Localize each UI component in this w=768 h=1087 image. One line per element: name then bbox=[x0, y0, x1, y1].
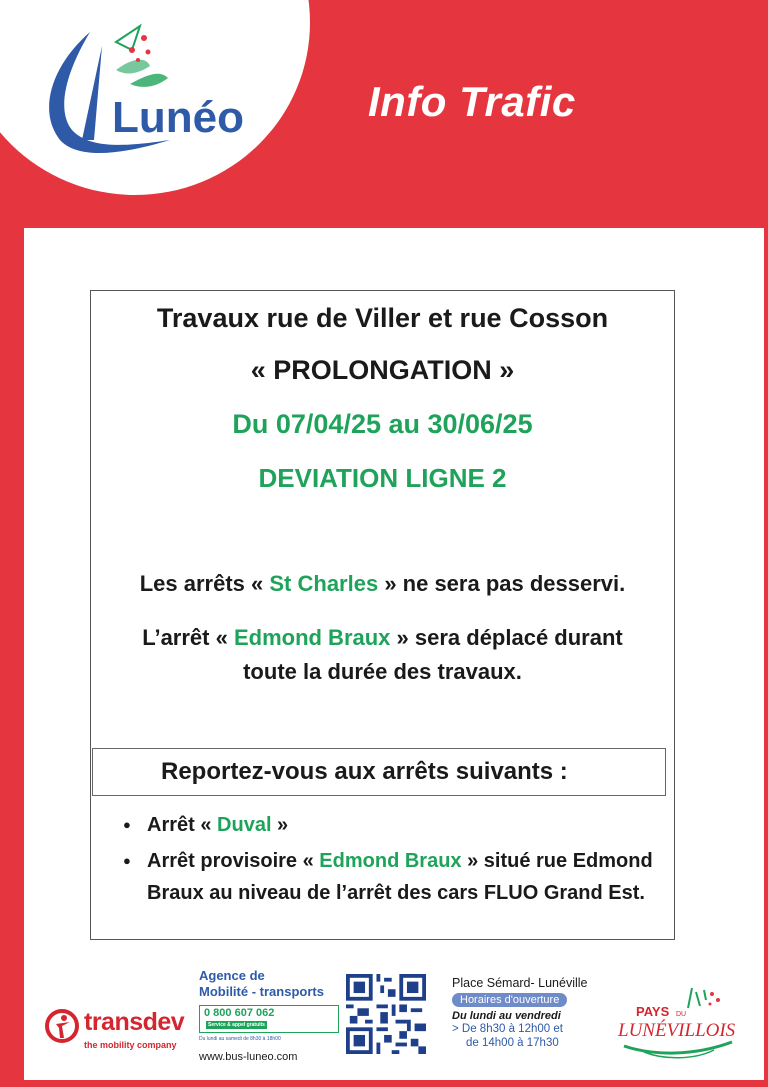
notice-paragraph-2 bbox=[91, 621, 674, 689]
stop-name: St Charles bbox=[269, 571, 379, 596]
agency-title bbox=[199, 968, 339, 1000]
report-heading: Reportez-vous aux arrêts suivants : bbox=[92, 748, 666, 796]
list-item bbox=[123, 845, 663, 909]
stop-list bbox=[123, 809, 663, 913]
pays-line1: PAYS bbox=[636, 1004, 670, 1019]
logo-text: Lunéo bbox=[112, 93, 244, 142]
para1-before: Les arrêts « bbox=[139, 571, 270, 596]
stop-name: Edmond Braux bbox=[319, 850, 462, 872]
agency-note: Du lundi au samedi de 8h30 à 18h00 bbox=[199, 1036, 281, 1042]
office-address: Place Sémard- Lunéville bbox=[452, 976, 588, 990]
transdev-figure-icon bbox=[44, 1008, 80, 1044]
hours-badge: Horaires d'ouverture bbox=[452, 993, 567, 1007]
footer bbox=[24, 968, 764, 1080]
transdev-logo bbox=[44, 1008, 185, 1050]
hours-days: Du lundi au vendredi bbox=[452, 1010, 561, 1022]
notice-dates: Du 07/04/25 au 30/06/25 bbox=[232, 409, 533, 439]
hours-range-1: > De 8h30 à 12h00 et bbox=[452, 1023, 563, 1035]
luneo-logo bbox=[20, 12, 250, 172]
notice-paragraph-1 bbox=[91, 571, 674, 597]
phone-number[interactable] bbox=[199, 1005, 339, 1033]
stop-name: Edmond Braux bbox=[233, 625, 391, 650]
transdev-name: transdev bbox=[84, 1008, 185, 1036]
bullet-after: » bbox=[271, 814, 289, 836]
agency-title-line1: Agence de bbox=[199, 968, 265, 983]
notice-title: Travaux rue de Viller et rue Cosson bbox=[156, 303, 609, 333]
hours-range-2: de 14h00 à 17h30 bbox=[466, 1037, 559, 1049]
pays-du: DU bbox=[676, 1011, 687, 1018]
notice-box bbox=[90, 290, 675, 940]
para2-before: L’arrêt « bbox=[142, 625, 234, 650]
notice-line: DEVIATION LIGNE 2 bbox=[258, 463, 507, 493]
list-item bbox=[123, 809, 663, 841]
agency-info bbox=[199, 968, 339, 1063]
bullet-before: Arrêt provisoire « bbox=[147, 850, 320, 872]
para1-after: » ne sera pas desservi. bbox=[378, 571, 626, 596]
phone-note: Service & appel gratuits bbox=[208, 1022, 265, 1029]
bullet-after: » situé rue Edmond Braux au niveau de l’arrêt des cars FLUO Grand Est. bbox=[147, 850, 653, 904]
website-link[interactable]: www.bus-luneo.com bbox=[199, 1051, 298, 1063]
qr-code-icon bbox=[346, 974, 426, 1054]
office-info bbox=[452, 976, 632, 1050]
phone-text: 0 800 607 062 bbox=[204, 1007, 275, 1019]
agency-title-line2: Mobilité - transports bbox=[199, 984, 324, 999]
para2-line2: toute la durée des travaux. bbox=[243, 659, 522, 684]
pays-lunevillois-logo bbox=[614, 986, 744, 1066]
para2-after: » sera déplacé durant bbox=[390, 625, 623, 650]
stop-name: Duval bbox=[217, 814, 272, 836]
notice-subtitle: « PROLONGATION » bbox=[250, 355, 515, 385]
page-title: Info Trafic bbox=[368, 78, 576, 125]
bullet-before: Arrêt « bbox=[147, 814, 218, 836]
pays-line2: LUNÉVILLOIS bbox=[618, 1020, 736, 1041]
transdev-tagline: the mobility company bbox=[84, 1040, 177, 1050]
